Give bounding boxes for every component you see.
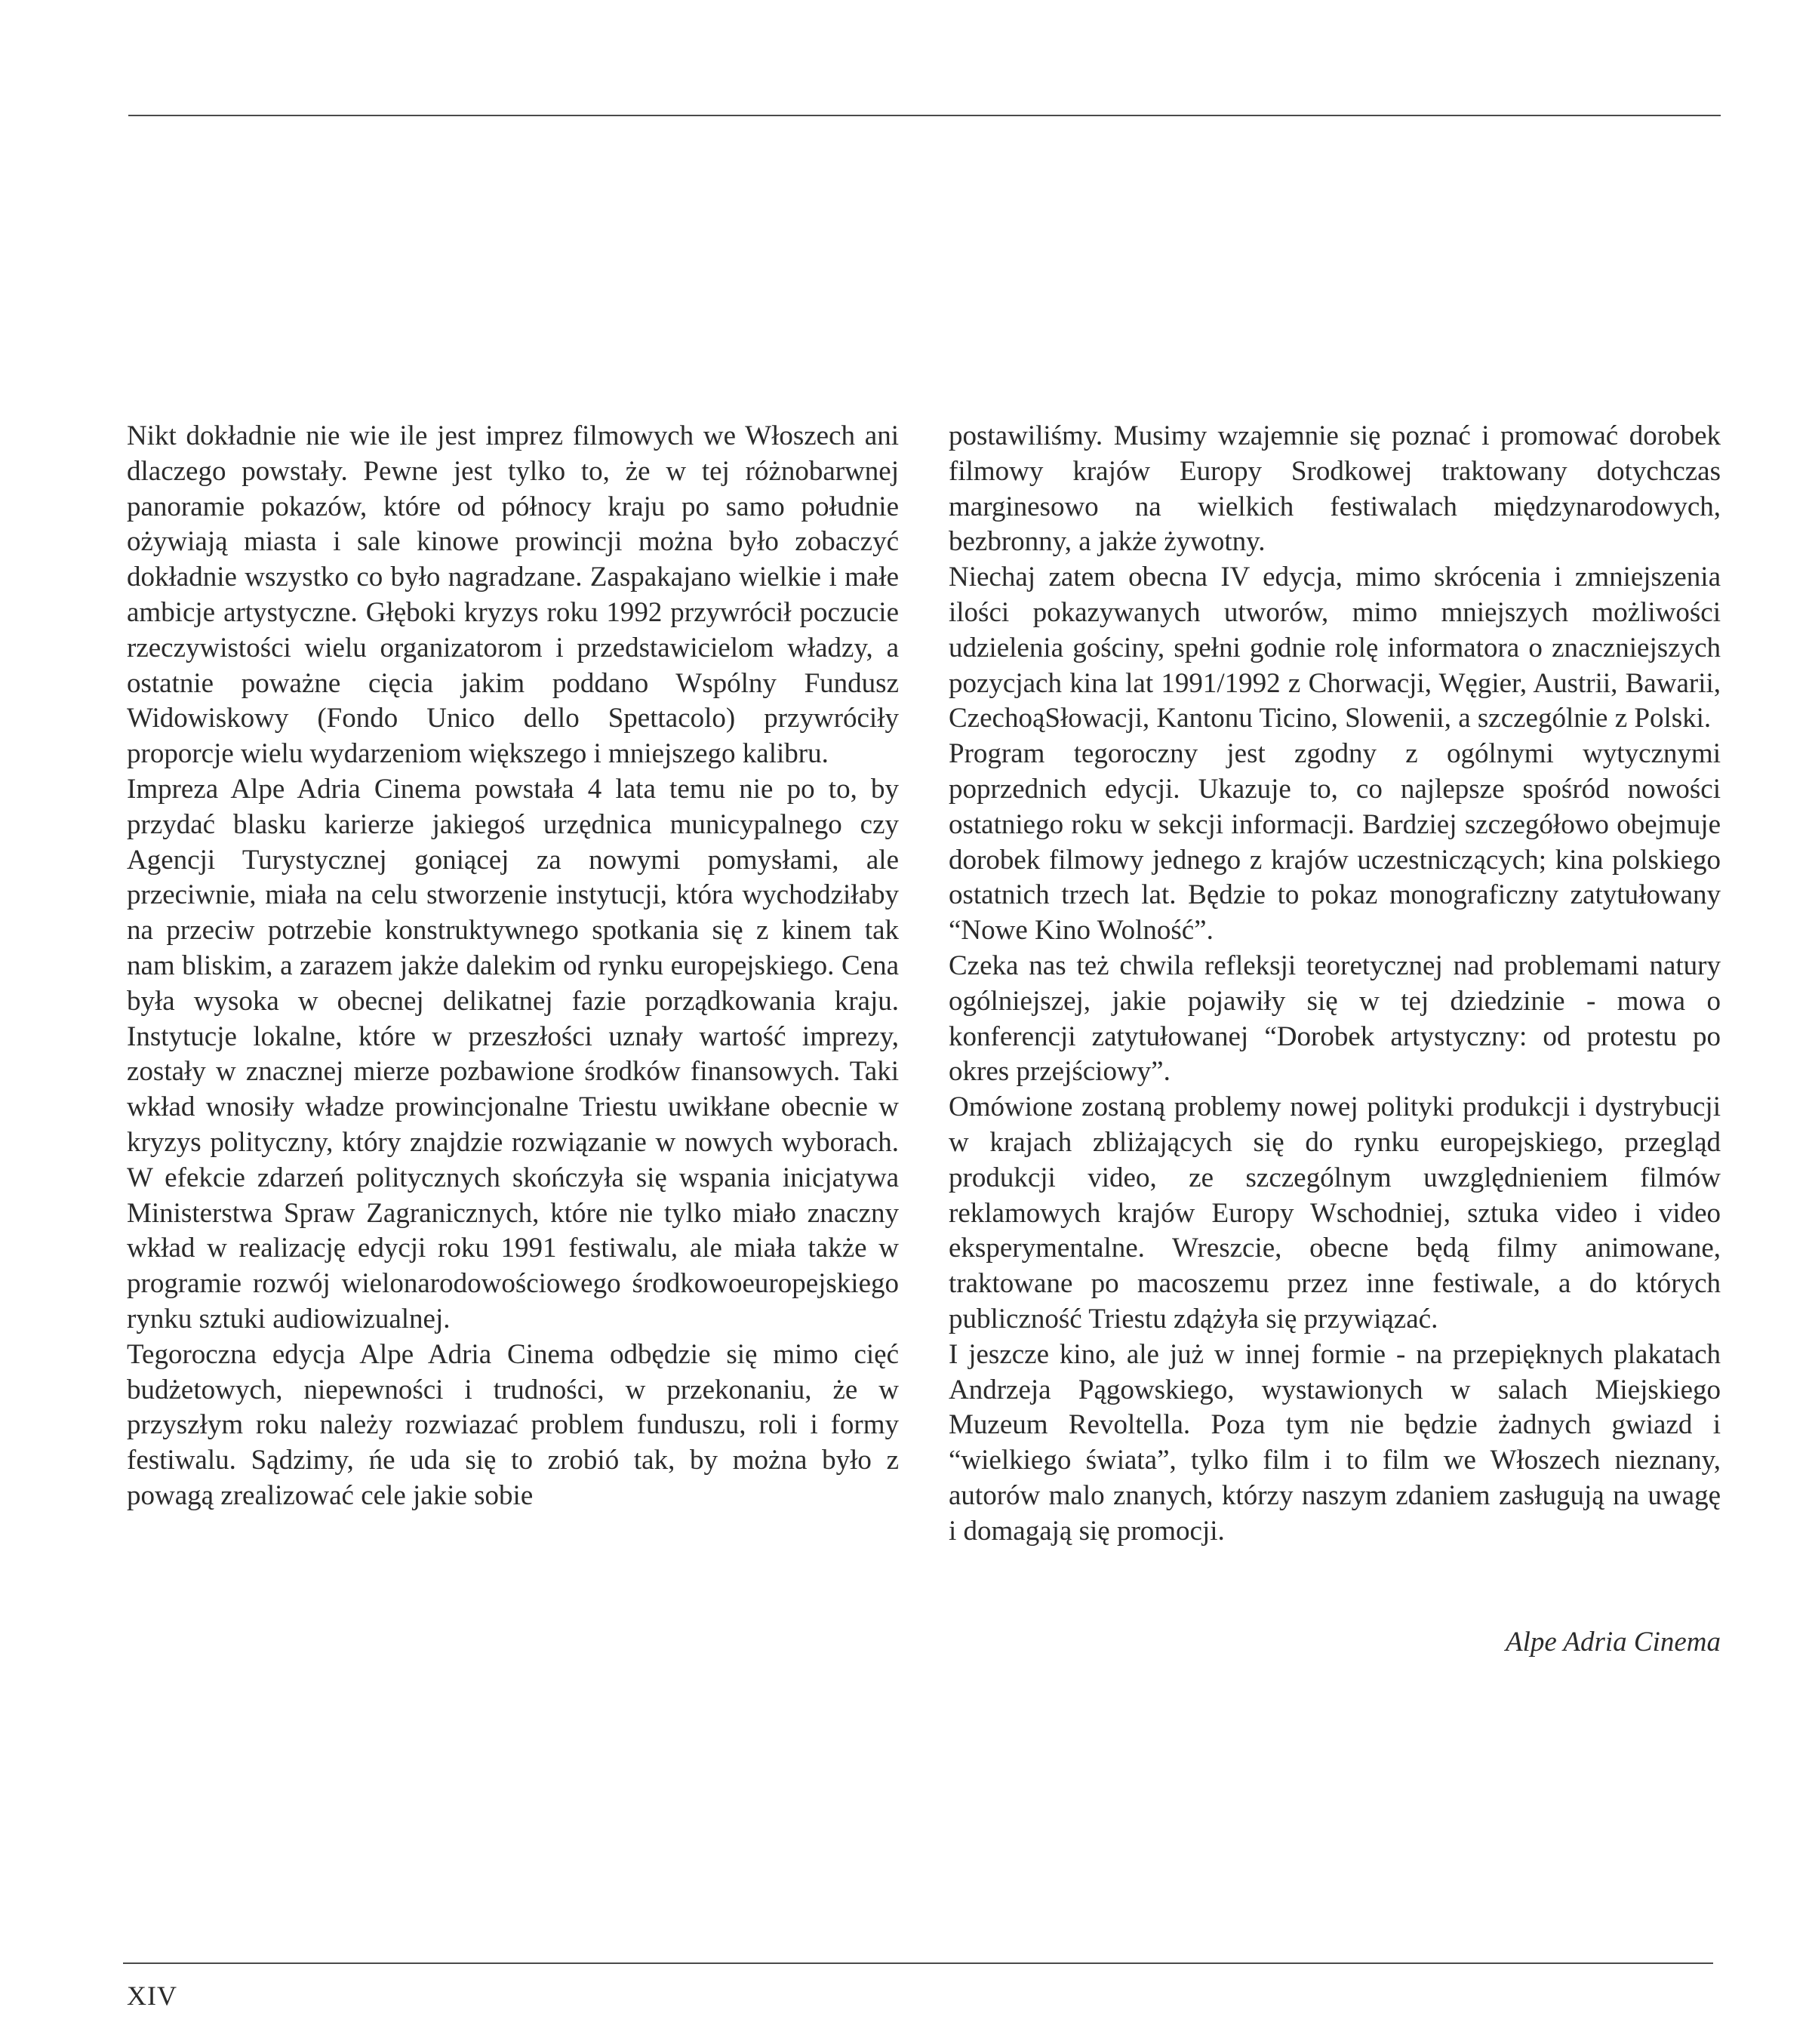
paragraph: postawiliśmy. Musimy wzajemnie się poznać i promować dorobek filmowy krajów Europy Srodkowej traktowany dotychczas marginesowo na wielkich festiwalach międzynarodowych, bezbronny, a jakże żywotny.	[949, 420, 1721, 558]
paragraph: Omówione zostaną problemy nowej polityki produkcji i dystrybucji w krajach zbliżających się do rynku europejskiego, przegląd produkcji video, ze szczególnym uwzględnieniem filmów reklamowych krajów Europy Wschodniej, sztuka video i video eksperymentalne. Wreszcie, obecne będą filmy animowane, traktowane po macoszemu przez inne festiwale, a do których publiczność Triestu zdążyła się przywiązać.	[949, 1091, 1721, 1334]
signature: Alpe Adria Cinema	[1505, 1627, 1721, 1658]
right-text-column	[949, 419, 1721, 1550]
page-number: XIV	[127, 1981, 177, 2011]
paragraph: I jeszcze kino, ale już w innej formie - na przepięknych plakatach Andrzeja Pągowskiego, wystawionych w salach Miejskiego Muzeum Revoltella. Poza tym nie będzie żadnych gwiazd i “wielkiego świata”, tylko film i to film we Włoszech nieznany, autorów malo znanych, którzy naszym zdaniem zasługują na uwagę i domagają się promocji.	[949, 1338, 1721, 1547]
paragraph: Czeka nas też chwila refleksji teoretycznej nad problemami natury ogólniejszej, jakie pojawiły się w tej dziedzinie - mowa o konferencji zatytułowanej “Dorobek artystyczny: od protestu po okres przejściowy”.	[949, 950, 1721, 1088]
paragraph: Impreza Alpe Adria Cinema powstała 4 lata temu nie po to, by przydać blasku karierze jakiegoś urzędnica municypalnego czy Agencji Turystycznej goniącej za nowymi pomysłami, ale przeciwnie, miała na celu stworzenie instytucji, która wychodziłaby na przeciw potrzebie konstruktywnego spotkania się z kinem tak nam bliskim, a zarazem jakże dalekim od rynku europejskiego. Cena była wysoka w obecnej delikatnej fazie porządkowania kraju. Instytucje lokalne, które w przeszłości uznały wartość imprezy, zostały w znacznej mierze pozbawione środków finansowych. Taki wkład wnosiły władze prowincjonalne Triestu uwikłane obecnie w kryzys polityczny, który znajdzie rozwiązanie w nowych wyborach. W efekcie zdarzeń politycznych skończyła się wspania inicjatywa Ministerstwa Spraw Zagranicznych, które nie tylko miało znaczny wkład w realizację edycji roku 1991 festiwalu, ale miała także w programie rozwój wielonarodowościowego środkowoeuropejskiego rynku sztuki audiowizualnej.	[127, 773, 899, 1334]
bottom-rule	[123, 1962, 1713, 1964]
left-text-column	[127, 419, 899, 1514]
paragraph: Niechaj zatem obecna IV edycja, mimo skrócenia i zmniejszenia ilości pokazywanych utworów, mimo mniejszych możliwości udzielenia gościny, spełni godnie rolę informatora o znaczniejszych pozycjach kina lat 1991/1992 z Chorwacji, Węgier, Austrii, Bawarii, CzechoąSłowacji, Kantonu Ticino, Slowenii, a szczególnie z Polski.	[949, 562, 1721, 734]
paragraph: Program tegoroczny jest zgodny z ogólnymi wytycznymi poprzednich edycji. Ukazuje to, co najlepsze spośród nowości ostatniego roku w sekcji informacji. Bardziej szczegółowo obejmuje dorobek filmowy jednego z krajów uczestniczących; kina polskiego ostatnich trzech lat. Będzie to pokaz monograficzny zatytułowany “Nowe Kino Wolność”.	[949, 738, 1721, 947]
paragraph: Nikt dokładnie nie wie ile jest imprez filmowych we Włoszech ani dlaczego powstały. Pewne jest tylko to, że w tej różnobarwnej panoramie pokazów, które od północy kraju po samo południe ożywiają miasta i sale kinowe prowincji można było zobaczyć dokładnie wszystko co było nagradzane. Zaspakajano wielkie i małe ambicje artystyczne. Głęboki kryzys roku 1992 przywrócił poczucie rzeczywistości wielu organizatorom i przedstawicielom władzy, a ostatnie poważne cięcia jakim poddano Wspólny Fundusz Widowiskowy (Fondo Unico dello Spettacolo) przywróciły proporcje wielu wydarzeniom większego i mniejszego kalibru.	[127, 420, 899, 770]
top-rule	[128, 115, 1721, 116]
paragraph: Tegoroczna edycja Alpe Adria Cinema odbędzie się mimo cięć budżetowych, niepewności i trudności, w przekonaniu, że w przyszłym roku należy rozwiazać problem funduszu, roli i formy festiwalu. Sądzimy, ńe uda się to zrobió tak, by można było z powagą zrealizować cele jakie sobie	[127, 1338, 899, 1511]
